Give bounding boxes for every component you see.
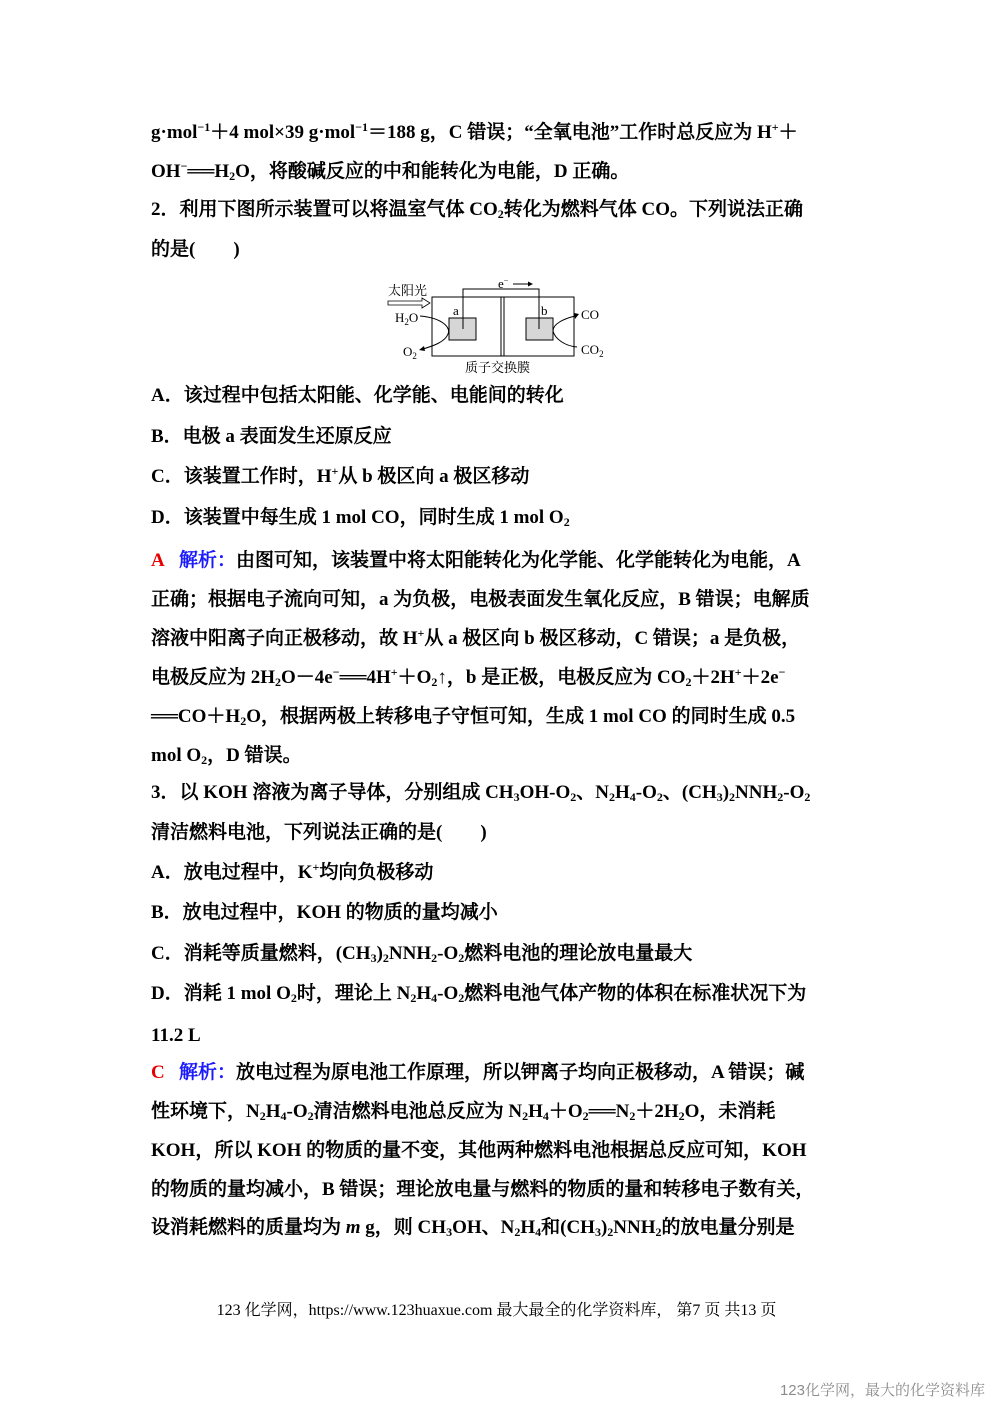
sub: 3 (370, 951, 377, 965)
sup: − (332, 665, 340, 679)
sub: 2 (609, 790, 615, 804)
answer-letter: A (151, 550, 165, 571)
membrane-label: 质子交换膜 (465, 360, 531, 375)
sub: 2 (259, 1109, 266, 1123)
text: -O (783, 782, 805, 803)
text: ＝188 g，C 错误；“全氧电池”工作时总反应为 H (368, 122, 772, 143)
sub: 3 (446, 1225, 453, 1239)
q3-analysis-line (151, 1061, 804, 1085)
q3-analysis-line: KOH，所以 KOH 的物质的量不变，其他两种燃料电池根据总反应可知，KOH (151, 1140, 807, 1161)
sup: + (390, 665, 398, 679)
arrow-head (419, 346, 425, 351)
sub: 2 (678, 1109, 685, 1123)
answer-letter: C (151, 1062, 165, 1083)
text: 设消耗燃料的质量均为 (151, 1217, 346, 1238)
q2-option-a: A．该过程中包括太阳能、化学能、电能间的转化 (151, 385, 564, 406)
q3-analysis-line (151, 1100, 775, 1124)
sub: 2 (275, 675, 282, 689)
sub: 2 (290, 991, 297, 1005)
sub: 2 (582, 1109, 589, 1123)
text: ══4H (339, 667, 391, 688)
text: D．该装置中每生成 1 mol CO，同时生成 1 mol O (151, 507, 564, 528)
text-line (151, 121, 798, 145)
co2-co-curve (553, 316, 577, 347)
analysis-label: 解析： (178, 550, 236, 571)
q3-option-b: B．放电过程中，KOH 的物质的量均减小 (151, 902, 498, 923)
sub: 4 (280, 1109, 287, 1123)
o2-label: $O_2$ (403, 344, 417, 361)
text: ＋2e (741, 667, 779, 688)
q2-option-c (151, 465, 529, 489)
electrode-a-label: a (453, 303, 459, 318)
text: ＋2H (691, 667, 735, 688)
text: ↑，b 是正极，电极反应为 CO (437, 667, 686, 688)
q2-analysis-line (151, 705, 795, 729)
text: ＋4 mol×39 g·mol (210, 122, 356, 143)
variable-m: m (345, 1217, 361, 1238)
text: 和(CH (541, 1217, 595, 1238)
sub: 2 (431, 951, 438, 965)
q2-analysis-line: 正确；根据电子流向可知，a 为负极，电极表面发生氧化反应，B 错误；电解质 (151, 589, 810, 610)
sub: 2 (201, 753, 208, 767)
sup: + (331, 464, 339, 478)
co2-label: $CO_2$ (581, 342, 604, 359)
analysis-label: 解析： (178, 1062, 236, 1083)
sub: 2 (656, 790, 663, 804)
q2-analysis-line (151, 666, 785, 690)
sup: −1 (355, 120, 369, 134)
electron-label: e− (498, 276, 509, 291)
text: ) (376, 943, 383, 964)
sub: 2 (458, 951, 465, 965)
sup: + (312, 860, 320, 874)
text: g·mol (151, 122, 198, 143)
question-3-stem-cont: 清洁燃料电池，下列说法正确的是( ) (151, 822, 487, 843)
text: H (528, 1101, 543, 1122)
q2-option-d (151, 506, 570, 530)
sub: 2 (685, 675, 692, 689)
watermark: 123化学网，最大的化学资料库 (779, 1382, 985, 1399)
q2-analysis-line (151, 627, 800, 651)
q3-option-d-cont: 11.2 L (151, 1025, 201, 1046)
text: ，D 错误。 (207, 745, 302, 766)
text: g，则 CH (360, 1217, 447, 1238)
sub: 2 (382, 951, 389, 965)
sup: + (417, 626, 425, 640)
question-3-stem (151, 781, 810, 805)
arrow-head (574, 313, 579, 319)
q2-analysis-line (151, 744, 302, 768)
text: NNH (388, 943, 432, 964)
sub: 2 (570, 790, 577, 804)
text-line (151, 160, 629, 184)
page-footer: 123 化学网，https://www.123huaxue.com 最大最全的化学资料库， 第7 页 共13 页 (216, 1302, 777, 1319)
sub: 2 (307, 1109, 314, 1123)
text: 燃料电池气体产物的体积在标准状况下为 (464, 983, 807, 1004)
sub: 2 (431, 675, 438, 689)
text: 性环境下，N (151, 1101, 260, 1122)
sub: 2 (629, 1109, 636, 1123)
text: 溶液中阳离子向正极移动，故 H (151, 628, 418, 649)
sub: 2 (804, 790, 811, 804)
q3-option-c (151, 942, 692, 966)
sub: 2 (607, 1225, 614, 1239)
sup: − (180, 159, 188, 173)
text: ══H (187, 161, 230, 182)
text: ══N (588, 1101, 630, 1122)
sub: 2 (729, 790, 736, 804)
sub: 2 (458, 991, 465, 1005)
q2-analysis-line (151, 549, 801, 573)
text: OH、N (452, 1217, 515, 1238)
sup: −1 (197, 120, 211, 134)
sub: 2 (229, 169, 236, 183)
sub: 2 (497, 207, 504, 221)
question-2-stem (151, 198, 803, 222)
text: C．该装置工作时，H (151, 466, 332, 487)
sub: 3 (594, 1225, 601, 1239)
sub: 3 (716, 790, 723, 804)
sub: 2 (522, 1109, 529, 1123)
text: ＋ (778, 122, 798, 143)
text: ══CO＋H (151, 706, 241, 727)
text: H (265, 1101, 281, 1122)
text: O，将酸碱反应的中和能转化为电能，D 正确。 (235, 161, 630, 182)
text: ) (722, 782, 730, 803)
text: C．消耗等质量燃料，(CH (151, 943, 371, 964)
text: A．放电过程中，K (151, 862, 313, 883)
sub: 4 (542, 1109, 549, 1123)
text: 由图可知，该装置中将太阳能转化为化学能、化学能转化为电能，A (236, 550, 801, 571)
sub: 3 (513, 790, 520, 804)
sub: 4 (535, 1225, 542, 1239)
text: ＋O (397, 667, 432, 688)
text: D．消耗 1 mol O (151, 983, 291, 1004)
text: 、N (576, 782, 609, 803)
text: 放电过程为原电池工作原理，所以钾离子均向正极移动，A 错误；碱 (236, 1062, 805, 1083)
q3-analysis-line (151, 1216, 795, 1240)
text: 从 b 极区向 a 极区移动 (338, 466, 530, 487)
text: 均向负极移动 (319, 862, 434, 883)
sup: + (771, 120, 779, 134)
text: ＋O (548, 1101, 583, 1122)
sub: 4 (629, 790, 636, 804)
sub: 2 (655, 1225, 662, 1239)
q3-analysis-line: 的物质的量均减小，B 错误；理论放电量与燃料的物质的量和转移电子数有关， (151, 1179, 815, 1200)
sub: 2 (410, 991, 417, 1005)
text: -O (635, 782, 657, 803)
q2-option-b: B．电极 a 表面发生还原反应 (151, 426, 392, 447)
electrode-b-label: b (541, 303, 548, 318)
text: 清洁燃料电池总反应为 N (313, 1101, 523, 1122)
text: 时，理论上 N (296, 983, 411, 1004)
sup: − (778, 665, 786, 679)
text: 的放电量分别是 (661, 1217, 795, 1238)
text: 3．以 KOH 溶液为离子导体，分别组成 CH (151, 782, 514, 803)
text: 燃料电池的理论放电量最大 (464, 943, 693, 964)
h2o-label: $H_2O$ (395, 310, 419, 327)
text: OH-O (519, 782, 571, 803)
sub: 2 (240, 714, 247, 728)
text: 转化为燃料气体 CO。下列说法正确 (503, 199, 804, 220)
sub: 4 (431, 991, 438, 1005)
text: 、(CH (662, 782, 717, 803)
text: NNH (735, 782, 778, 803)
text: mol O (151, 745, 202, 766)
electrolysis-diagram (385, 276, 615, 378)
text: NNH (613, 1217, 656, 1238)
text: 从 a 极区向 b 极区移动，C 错误；a 是负极， (424, 628, 801, 649)
text: ＋2H (635, 1101, 679, 1122)
sunlight-arrow (388, 298, 430, 308)
text: -O (286, 1101, 308, 1122)
text: H (416, 983, 432, 1004)
h2o-o2-curve (420, 316, 449, 349)
sup: + (734, 665, 742, 679)
text: H (615, 782, 630, 803)
text: OH (151, 161, 181, 182)
text: H (520, 1217, 536, 1238)
text: O－4e (281, 667, 333, 688)
sub: 2 (514, 1225, 521, 1239)
text: 电极反应为 2H (151, 667, 276, 688)
co-label: CO (581, 307, 600, 322)
text: -O (437, 983, 459, 1004)
text: 2．利用下图所示装置可以将温室气体 CO (151, 199, 498, 220)
sunlight-label: 太阳光 (388, 283, 428, 298)
arrow-head (528, 282, 533, 287)
sub: 2 (777, 790, 784, 804)
text: O，根据两极上转移电子守恒可知，生成 1 mol CO 的同时生成 0.5 (246, 706, 796, 727)
question-2-stem-cont: 的是( ) (151, 239, 240, 260)
text: O，未消耗 (684, 1101, 776, 1122)
text: ) (600, 1217, 608, 1238)
text: -O (437, 943, 459, 964)
q3-option-a (151, 861, 433, 885)
sub: 2 (563, 515, 570, 529)
q3-option-d (151, 982, 806, 1006)
